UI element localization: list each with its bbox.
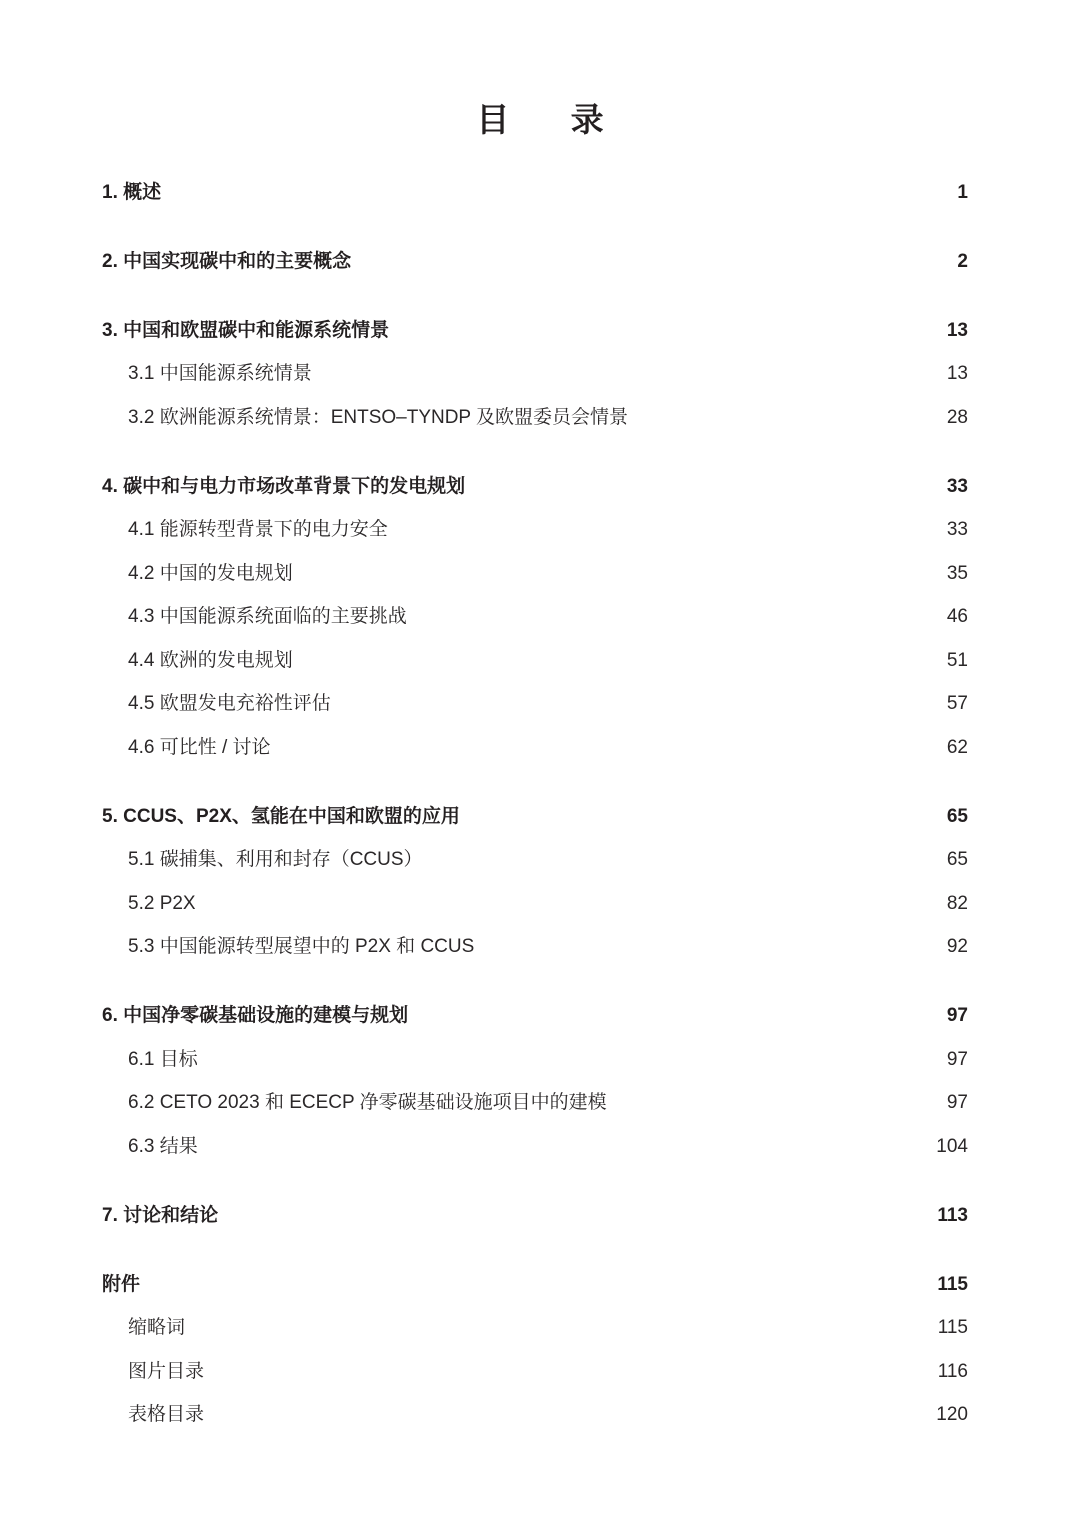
toc-entry-title: 4. 碳中和与电力市场改革背景下的发电规划	[102, 476, 466, 497]
toc-entry-title: 4.2 中国的发电规划	[128, 563, 293, 584]
toc-entry-6-1[interactable]	[128, 1045, 968, 1075]
toc-entry-title: 4.4 欧洲的发电规划	[128, 650, 293, 671]
toc-entry-title: 6. 中国净零碳基础设施的建模与规划	[102, 1005, 409, 1026]
toc-entry-page: 33	[946, 519, 968, 540]
toc-entry-page: 82	[946, 893, 968, 914]
toc-entry-title: 3. 中国和欧盟碳中和能源系统情景	[102, 320, 390, 341]
toc-entry-title: 缩略词	[128, 1317, 186, 1338]
toc-entry-4-5[interactable]	[128, 689, 968, 719]
toc-entry-3-2[interactable]	[128, 403, 968, 433]
toc-entry-page: 97	[946, 1005, 968, 1026]
toc-entry-6[interactable]	[102, 1001, 968, 1031]
toc-entry-page: 65	[946, 806, 968, 827]
toc-entry-page: 92	[946, 936, 968, 957]
toc-entry-6-3[interactable]	[128, 1132, 968, 1162]
toc-entry-title: 表格目录	[128, 1404, 205, 1425]
toc-entry-appendix-abbreviations[interactable]	[128, 1313, 968, 1343]
toc-entry-page: 104	[936, 1136, 968, 1157]
toc-entry-4-4[interactable]	[128, 646, 968, 676]
toc-entry-4-2[interactable]	[128, 559, 968, 589]
toc-entry-page: 28	[946, 407, 968, 428]
toc-entry-title: 图片目录	[128, 1361, 205, 1382]
toc-entry-title: 5.1 碳捕集、利用和封存（CCUS）	[128, 849, 423, 870]
toc-entry-title: 1. 概述	[102, 182, 162, 203]
toc-entry-page: 97	[946, 1049, 968, 1070]
toc-entry-page: 51	[946, 650, 968, 671]
toc-entry-3-1[interactable]	[128, 359, 968, 389]
toc-entry-title: 4.1 能源转型背景下的电力安全	[128, 519, 388, 540]
toc-entry-page: 35	[946, 563, 968, 584]
toc-entry-appendix-tables[interactable]	[128, 1400, 968, 1430]
toc-entry-page: 97	[946, 1092, 968, 1113]
toc-entry-title: 3.2 欧洲能源系统情景：ENTSO–TYNDP 及欧盟委员会情景	[128, 407, 629, 428]
toc-entry-page: 13	[946, 363, 968, 384]
toc-entry-title: 5. CCUS、P2X、氢能在中国和欧盟的应用	[102, 806, 460, 827]
toc-entry-5-1[interactable]	[128, 845, 968, 875]
toc-entry-title: 5.2 P2X	[128, 893, 196, 914]
toc-entry-page: 113	[937, 1205, 968, 1226]
toc-entry-4-1[interactable]	[128, 515, 968, 545]
toc-entry-title: 3.1 中国能源系统情景	[128, 363, 312, 384]
toc-entry-title: 2. 中国实现碳中和的主要概念	[102, 251, 352, 272]
toc-entry-page: 65	[946, 849, 968, 870]
toc-entry-page: 62	[946, 737, 968, 758]
toc-entry-5[interactable]	[102, 802, 968, 832]
toc-entry-title: 6.2 CETO 2023 和 ECECP 净零碳基础设施项目中的建模	[128, 1092, 607, 1113]
toc-entry-page: 120	[936, 1404, 968, 1425]
toc-entry-7[interactable]	[102, 1201, 968, 1231]
toc-entry-5-2[interactable]	[128, 889, 968, 919]
toc-entry-page: 115	[937, 1317, 968, 1338]
toc-entry-title: 7. 讨论和结论	[102, 1205, 219, 1226]
toc-entry-5-3[interactable]	[128, 932, 968, 962]
toc-entry-4-3[interactable]	[128, 602, 968, 632]
toc-entry-2[interactable]	[102, 247, 968, 277]
toc-entry-6-2[interactable]	[128, 1088, 968, 1118]
toc-entry-3[interactable]	[102, 316, 968, 346]
toc-entry-title: 4.5 欧盟发电充裕性评估	[128, 693, 331, 714]
toc-entry-page: 116	[937, 1361, 968, 1382]
toc-entry-page: 1	[957, 182, 968, 203]
toc-entry-page: 57	[946, 693, 968, 714]
toc-entry-appendix-figures[interactable]	[128, 1357, 968, 1387]
toc-entry-page: 33	[946, 476, 968, 497]
toc-entry-page: 13	[946, 320, 968, 341]
toc-entry-appendix[interactable]	[102, 1270, 968, 1300]
toc-entry-1[interactable]	[102, 178, 968, 208]
toc-entry-title: 6.3 结果	[128, 1136, 198, 1157]
toc-entry-page: 2	[957, 251, 968, 272]
toc-entry-page: 46	[946, 606, 968, 627]
toc-entry-4-6[interactable]	[128, 733, 968, 763]
toc-entry-title: 6.1 目标	[128, 1049, 198, 1070]
toc-entry-title: 5.3 中国能源转型展望中的 P2X 和 CCUS	[128, 936, 475, 957]
toc-entry-page: 115	[937, 1274, 968, 1295]
toc-entry-title: 4.3 中国能源系统面临的主要挑战	[128, 606, 407, 627]
page-title: 目 录	[476, 101, 630, 138]
toc-entry-title: 4.6 可比性 / 讨论	[128, 737, 271, 758]
toc-entry-title: 附件	[102, 1274, 141, 1295]
toc-entry-4[interactable]	[102, 472, 968, 502]
